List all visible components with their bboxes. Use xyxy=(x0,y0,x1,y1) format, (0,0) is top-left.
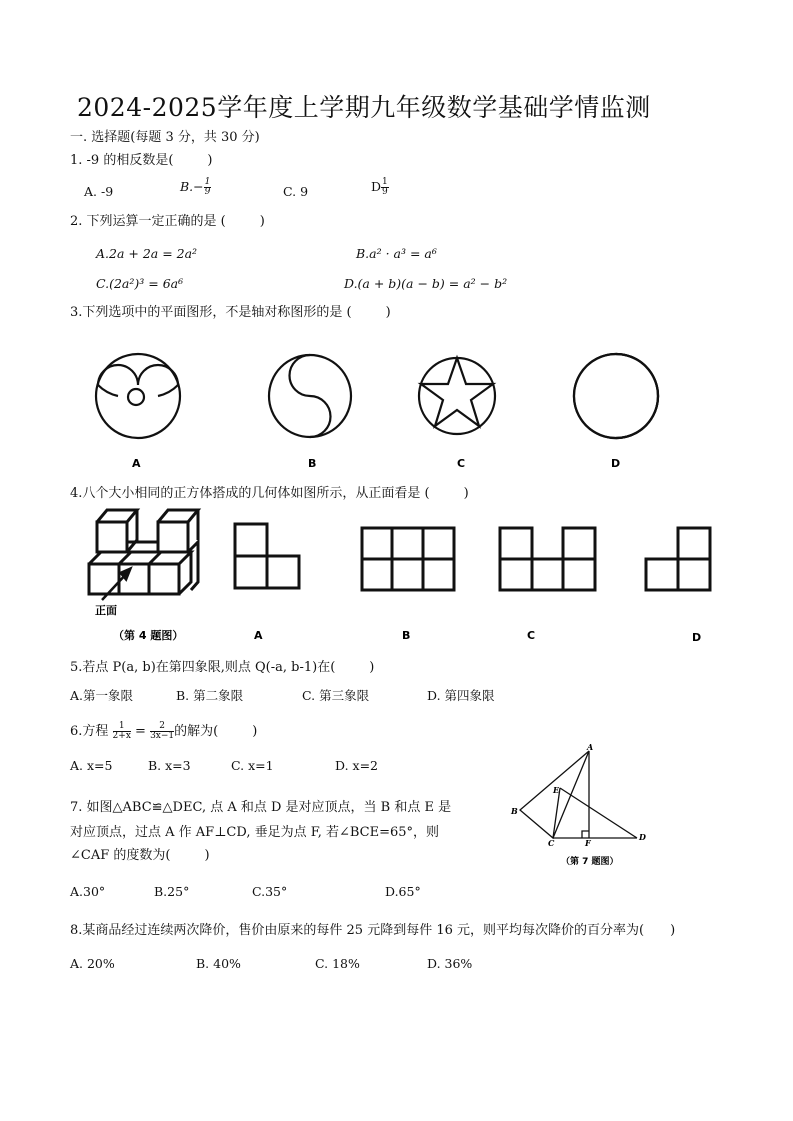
q3-label-b[interactable]: B xyxy=(308,457,317,470)
q2-option-b[interactable]: B.a² · a³ = a⁶ xyxy=(356,246,437,261)
q7-point-a: A xyxy=(587,742,594,752)
q2-option-a[interactable]: A.2a + 2a = 2a² xyxy=(96,246,198,261)
q4-label-b[interactable]: B xyxy=(402,629,411,642)
q4-label-c[interactable]: C xyxy=(527,629,536,642)
q1-option-c[interactable]: C. 9 xyxy=(283,184,309,199)
q1-stem: 1. -9 的相反数是( ) xyxy=(70,153,213,168)
q6-option-d[interactable]: D. x=2 xyxy=(335,758,378,773)
q7-point-c: C xyxy=(548,838,555,848)
q3-stem: 3.下列选项中的平面图形，不是轴对称图形的是 ( ) xyxy=(70,305,391,320)
q7-line1: 7. 如图△ABC≌△DEC, 点 A 和点 D 是对应顶点，当 B 和点 E 是 xyxy=(70,800,452,815)
q4-label-a[interactable]: A xyxy=(254,629,263,642)
q3-label-d[interactable]: D xyxy=(611,457,621,470)
q4-label-d[interactable]: D xyxy=(692,631,702,644)
q5-option-c[interactable]: C. 第三象限 xyxy=(302,688,370,703)
q7-line3: ∠CAF 的度数为( ) xyxy=(70,848,210,863)
q4-stem: 4.八个大小相同的正方体搭成的几何体如图所示，从正面看是 ( ) xyxy=(70,486,469,501)
q7-point-d: D xyxy=(639,832,646,842)
q3-label-c[interactable]: C xyxy=(457,457,466,470)
q8-stem: 8.某商品经过连续两次降价，售价由原来的每件 25 元降到每件 16 元，则平均每次降价的百分率为( ) xyxy=(70,923,676,938)
section-heading: 一. 选择题(每题 3 分，共 30 分) xyxy=(70,130,260,145)
q7-point-f: F xyxy=(585,838,591,848)
q8-option-d[interactable]: D. 36% xyxy=(427,956,473,971)
q6-option-b[interactable]: B. x=3 xyxy=(148,758,191,773)
exam-title: 2024-2025学年度上学期九年级数学基础学情监测 xyxy=(77,93,651,122)
q6-option-c[interactable]: C. x=1 xyxy=(231,758,274,773)
q2-stem: 2. 下列运算一定正确的是 ( ) xyxy=(70,214,265,229)
q6-option-a[interactable]: A. x=5 xyxy=(70,758,113,773)
q7-point-e: E xyxy=(553,785,560,795)
q7-point-b: B xyxy=(511,806,518,816)
q1-option-b[interactable]: B.− $\frac{1}{9}$ xyxy=(180,177,211,197)
q1-option-d[interactable]: D $\frac{1}{9}$ xyxy=(371,177,388,197)
q4-figure-caption: （第 4 题图） xyxy=(113,629,184,642)
q5-option-d[interactable]: D. 第四象限 xyxy=(427,688,495,703)
q1-option-a[interactable]: A. -9 xyxy=(84,184,114,199)
q5-stem: 5.若点 P(a, b)在第四象限,则点 Q(-a, b-1)在( ) xyxy=(70,660,375,675)
q2-option-c[interactable]: C.(2a²)³ = 6a⁶ xyxy=(96,276,184,291)
q7-option-a[interactable]: A.30° xyxy=(70,884,106,899)
q3-label-a[interactable]: A xyxy=(132,457,141,470)
q8-option-b[interactable]: B. 40% xyxy=(196,956,241,971)
q8-option-c[interactable]: C. 18% xyxy=(315,956,360,971)
q5-option-a[interactable]: A.第一象限 xyxy=(70,688,134,703)
q7-option-d[interactable]: D.65° xyxy=(385,884,421,899)
q6-stem: 6.方程 $\frac{1}{2+x}$ = $\frac{2}{3x-1}$ 的解为( ) xyxy=(70,721,258,741)
q5-option-b[interactable]: B. 第二象限 xyxy=(176,688,244,703)
q7-option-c[interactable]: C.35° xyxy=(252,884,288,899)
q4-front-label: 正面 xyxy=(95,604,117,617)
q7-option-b[interactable]: B.25° xyxy=(154,884,190,899)
q2-option-d[interactable]: D.(a + b)(a − b) = a² − b² xyxy=(344,276,508,291)
q7-figure-caption: （第 7 题图） xyxy=(561,857,619,867)
q8-option-a[interactable]: A. 20% xyxy=(70,956,115,971)
q7-line2: 对应顶点，过点 A 作 AF⊥CD, 垂足为点 F, 若∠BCE=65°，则 xyxy=(70,825,440,840)
